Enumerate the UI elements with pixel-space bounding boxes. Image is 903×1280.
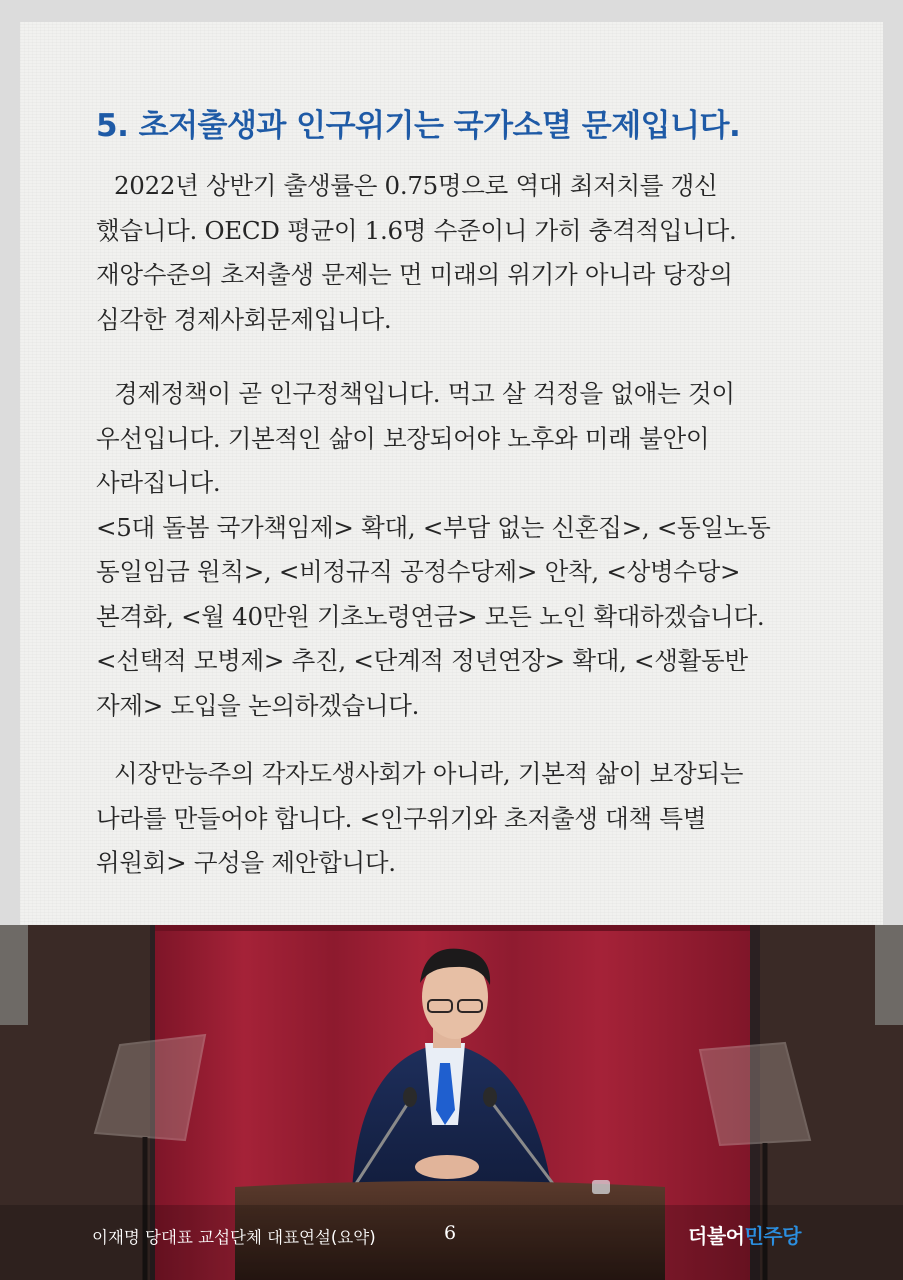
paragraph-line: 재앙수준의 초저출생 문제는 먼 미래의 위기가 아니라 당장의 [96,260,733,289]
section-heading: 5. 초저출생과 인구위기는 국가소멸 문제입니다. [96,108,741,144]
paragraph-line: <5대 돌봄 국가책임제> 확대, <부담 없는 신혼집>, <동일노동 [96,512,771,542]
party-logo [688,1220,801,1249]
paragraph-line: 자제> 도입을 논의하겠습니다. [96,690,420,720]
paragraph-line: 우선입니다. 기본적인 삶이 보장되어야 노후와 미래 불안이 [96,423,710,453]
footer-title: 이재명 당대표 교섭단체 대표연설(요약) [92,1228,376,1247]
paragraph-line: 심각한 경제사회문제입니다. [96,304,392,334]
paragraph-line: 나라를 만들어야 합니다. <인구위기와 초저출생 대책 특별 [96,803,707,833]
paragraph-line: 동일임금 원칙>, <비정규직 공정수당제> 안착, <상병수당> [96,557,741,586]
paragraph-line: 했습니다. OECD 평균이 1.6명 수준이니 가히 충격적입니다. [96,215,737,245]
paragraph-line: 시장만능주의 각자도생사회가 아니라, 기본적 삶이 보장되는 [114,759,744,788]
paragraph-economic-policy [96,372,816,728]
paragraph-line: 경제정책이 곧 인구정책입니다. 먹고 살 걱정을 없애는 것이 [114,379,735,408]
logo-text-part2: 민주당 [744,1224,801,1248]
page-number: 6 [444,1222,457,1244]
logo-text-part1: 더불어 [688,1224,745,1248]
paragraph-line: 본격화, <월 40만원 기초노령연금> 모든 노인 확대하겠습니다. [96,601,765,631]
paragraph-line: 사라집니다. [96,468,221,497]
paragraph-line: 위원회> 구성을 제안합니다. [96,848,396,877]
paragraph-proposal [96,752,816,886]
paragraph-line: <선택적 모병제> 추진, <단계적 정년연장> 확대, <생활동반 [96,646,748,675]
paragraph-birth-rate [96,164,816,342]
paragraph-line: 2022년 상반기 출생률은 0.75명으로 역대 최저치를 갱신 [114,171,718,200]
